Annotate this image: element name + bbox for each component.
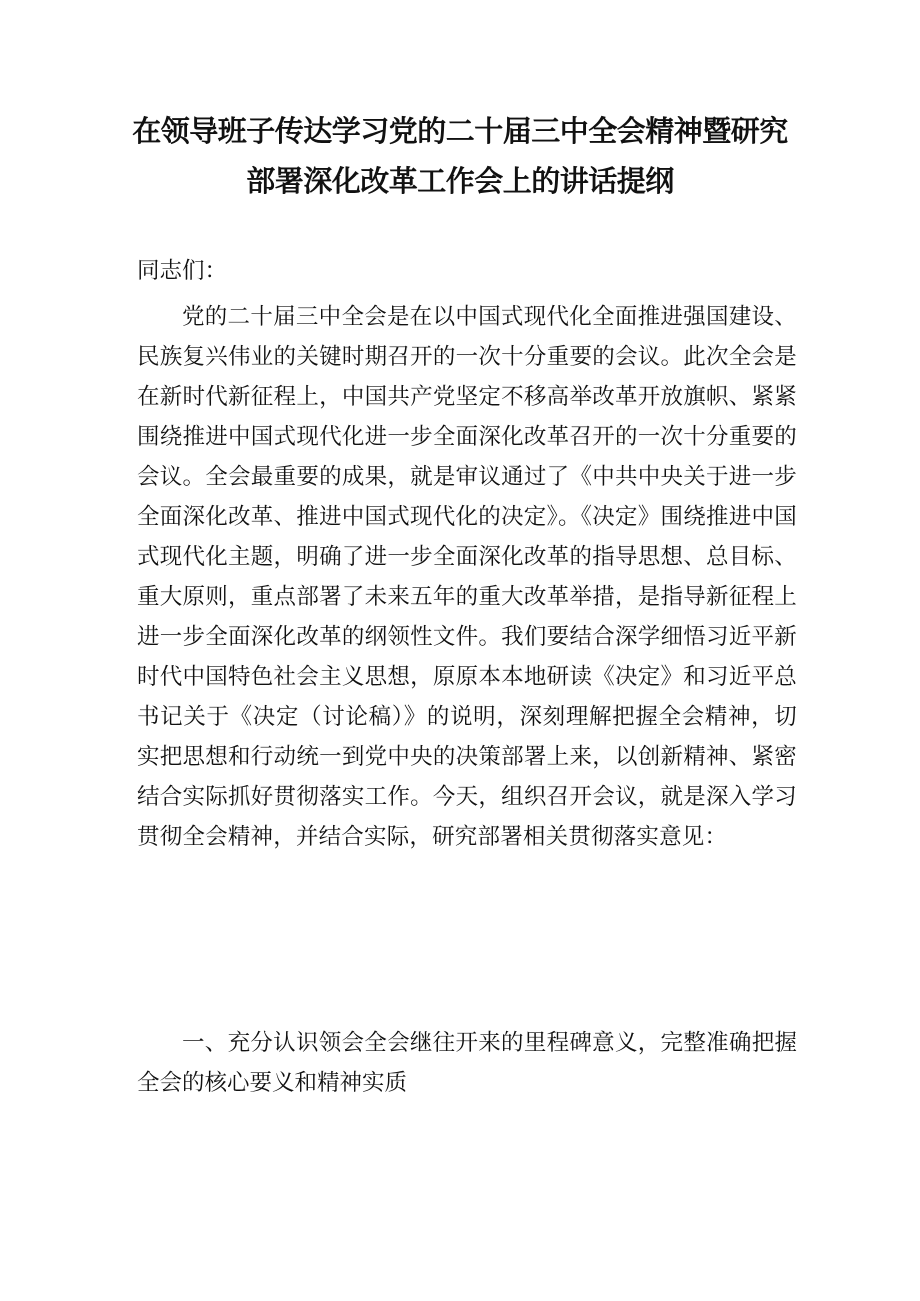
document-title-line-2: 部署深化改革工作会上的讲话提纲: [246, 164, 674, 198]
salutation: 同志们：: [137, 258, 228, 284]
intro-paragraph: 党的二十届三中全会是在以中国式现代化全面推进强国建设、民族复兴伟业的关键时期召开的一次十分重要的会议。此次全会是在新时代新征程上，中国共产党坚定不移高举改革开放旗帜、紧紧围绕推进中国式现代化进一步全面深化改革召开的一次十分重要的会议。全会最重要的成果，就是审议通过了《中共中央关于进一步全面深化改革、推进中国式现代化的决定》。《决定》围绕推进中国式现代化主题，明确了进一步全面深化改革的指导思想、总目标、重大原则，重点部署了未来五年的重大改革举措，是指导新征程上进一步全面深化改革的纲领性文件。我们要结合深学细悟习近平新时代中国特色社会主义思想，原原本本地研读《决定》和习近平总书记关于《决定（讨论稿）》的说明，深刻理解把握全会精神，切实把思想和行动统一到党中央的决策部署上来，以创新精神、紧密结合实际抓好贯彻落实工作。今天，组织召开会议，就是深入学习贯彻全会精神，并结合实际，研究部署相关贯彻落实意见：: [137, 304, 797, 850]
section-heading-1: 一、充分认识领会全会继往开来的里程碑意义，完整准确把握全会的核心要义和精神实质: [137, 1030, 797, 1096]
document-title-line-1: 在领导班子传达学习党的二十届三中全会精神暨研究: [132, 114, 788, 148]
